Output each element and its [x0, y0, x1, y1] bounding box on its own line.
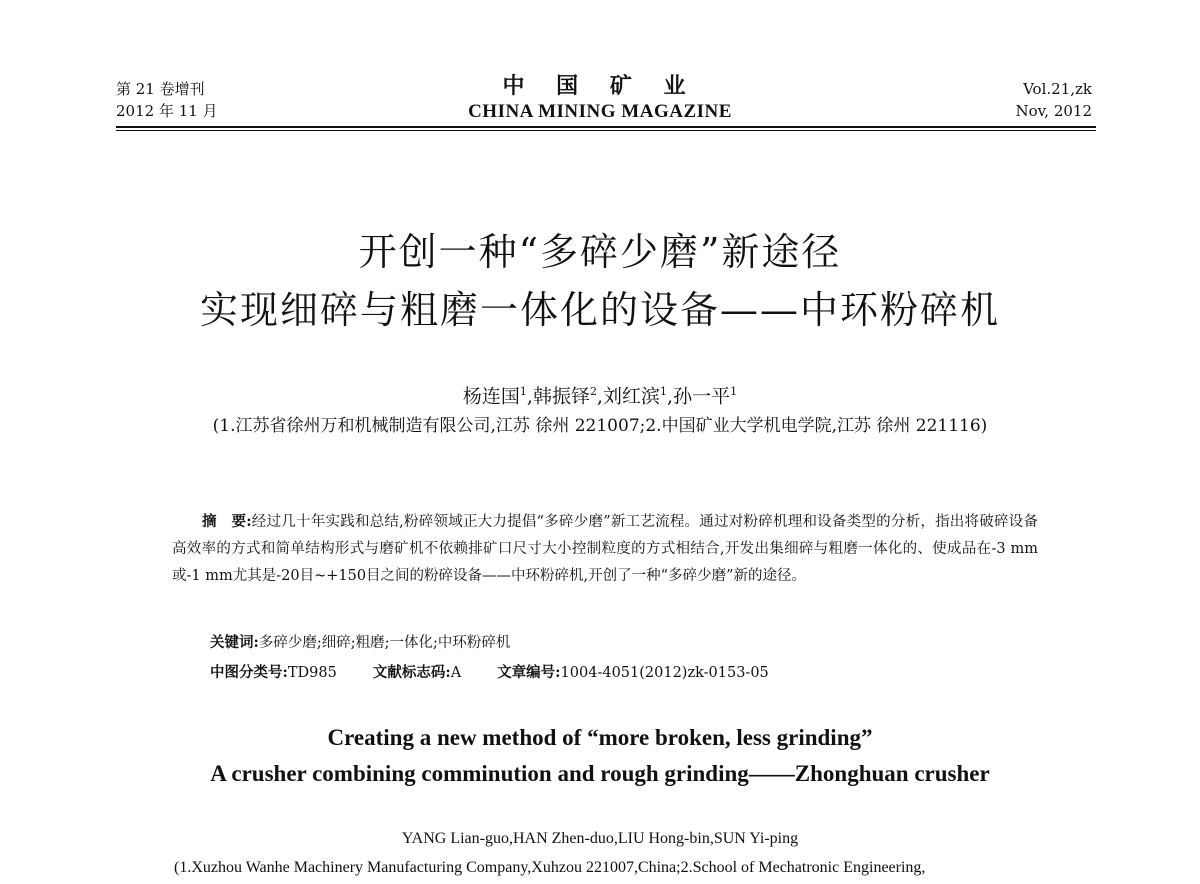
keywords	[210, 630, 510, 656]
article-number-value: 1004-4051(2012)zk-0153-05	[560, 665, 769, 681]
date-en: Nov, 2012	[1015, 102, 1092, 120]
volume-cn: 第 21 卷增刊	[116, 80, 205, 98]
paper-title-en-line2: A crusher combining comminution and rough grinding——Zhonghuan crusher	[210, 761, 990, 786]
author-name: 孙一平	[673, 385, 731, 408]
article-number-label: 文章编号:	[497, 664, 561, 681]
affiliation-en: (1.Xuzhou Wanhe Machinery Manufacturing Company,Xuhzou 221007,China;2.School of Mechatronic Engineering,	[174, 859, 926, 876]
paper-title-cn-line1: 开创一种“多碎少磨”新途径	[358, 230, 842, 274]
keywords-text: 多碎少磨;细碎;粗磨;一体化;中环粉碎机	[258, 635, 511, 651]
author-affil-mark: 1	[730, 385, 738, 398]
date-cn: 2012 年 11 月	[116, 102, 218, 120]
clc-value: TD985	[287, 665, 337, 681]
author-affil-mark: 1	[519, 385, 527, 398]
classification-line	[210, 660, 769, 686]
header-rule-thin	[116, 130, 1096, 131]
doc-code-value: A	[450, 665, 462, 681]
author-name: 刘红滨	[603, 385, 661, 408]
abstract-label: 摘 要:	[202, 513, 252, 530]
author-affil-mark: 1	[660, 385, 668, 398]
doc-code-label: 文献标志码:	[372, 664, 451, 681]
author-list-en: YANG Lian-guo,HAN Zhen-duo,LIU Hong-bin,SUN Yi-ping	[401, 830, 799, 847]
clc-label: 中图分类号:	[210, 664, 288, 681]
affiliation-cn: (1.江苏省徐州万和机械制造有限公司,江苏 徐州 221007;2.中国矿业大学机电学院,江苏 徐州 221116)	[212, 416, 988, 436]
abstract	[172, 508, 1038, 590]
journal-title-cn: 中 国 矿 业	[502, 73, 698, 99]
abstract-text: 经过几十年实践和总结,粉碎领域正大力提倡“多碎少磨”新工艺流程。通过对粉碎机理和设备类型的分析，指出将破碎设备高效率的方式和简单结构形式与磨矿机不依赖排矿口尺寸大小控制粒度的方式相结合,开发出集细碎与粗磨一体化的、使成品在-3 mm或-1 mm尤其是-20目~+150目之间的粉碎设备——中环粉碎机,开创了一种“多碎少磨”新的途径。	[172, 514, 1038, 584]
author-name: 韩振铎	[532, 385, 590, 408]
keywords-label: 关键词:	[210, 634, 259, 651]
header-right	[1015, 78, 1092, 122]
author-affil-mark: 2	[589, 385, 597, 398]
paper-title-en-line1: Creating a new method of “more broken, less grinding”	[327, 725, 873, 750]
header-rule-thick	[116, 126, 1096, 128]
journal-title-en: CHINA MINING MAGAZINE	[468, 101, 732, 122]
author-list-cn: 杨连国$^1$,韩振铎$^2$,刘红滨$^1$,孙一平$^1$	[462, 385, 738, 408]
paper-title-cn-line2: 实现细碎与粗磨一体化的设备——中环粉碎机	[199, 288, 1000, 332]
author-name: 杨连国	[462, 385, 520, 408]
volume-en: Vol.21,zk	[1023, 80, 1092, 98]
